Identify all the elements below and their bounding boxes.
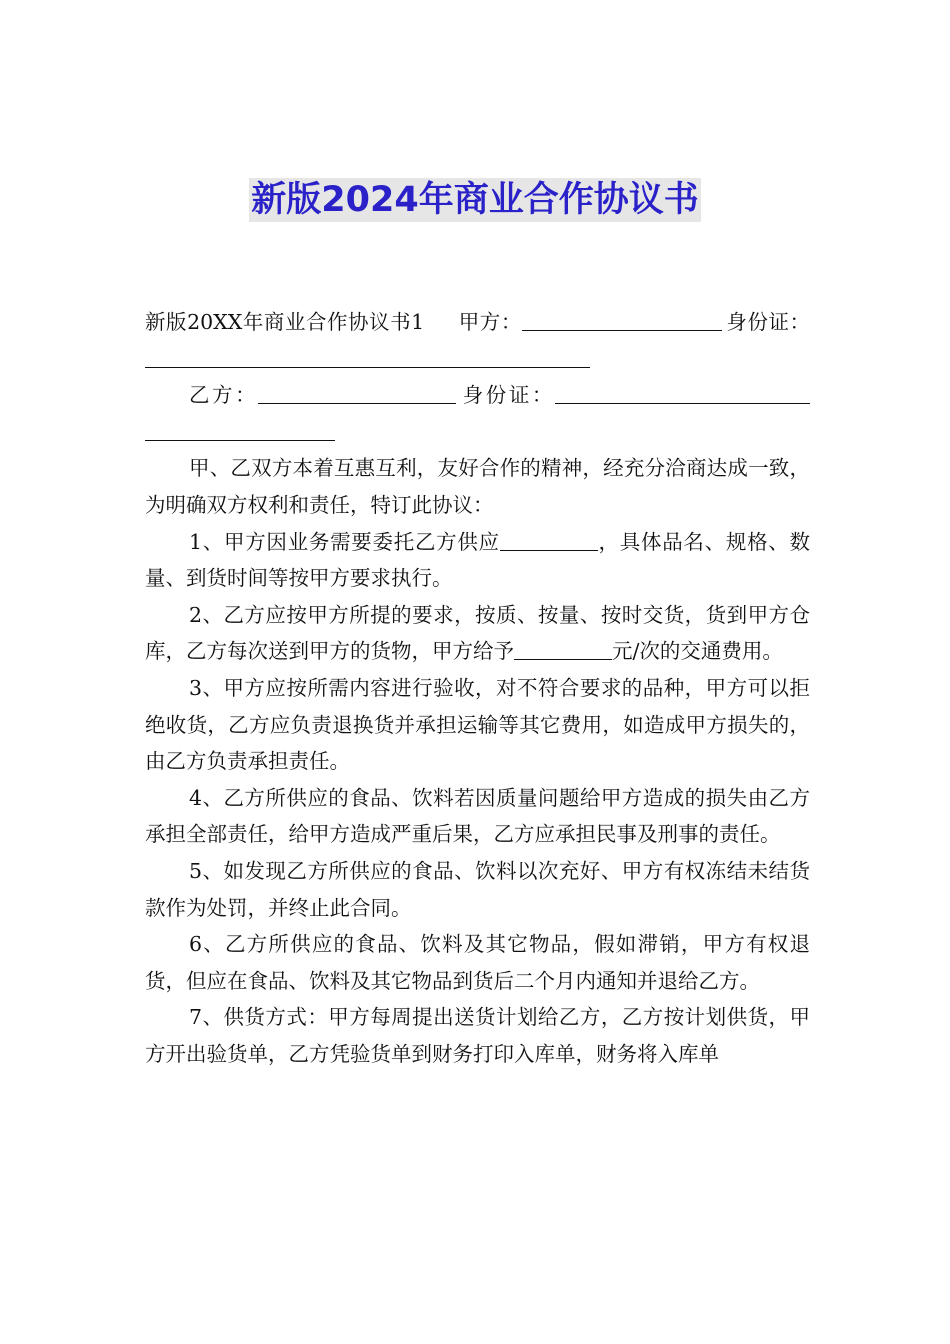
clause-1-text-a: 1、甲方因业务需要委托乙方供应 [189,529,500,554]
intro-paragraph [145,450,810,523]
intro-line-2: 一致，为明确双方权利和责任，特订此协议： [145,456,811,517]
party-b-line [145,377,810,450]
clause-2-blank [514,635,612,660]
document-body [145,304,810,1072]
party-b-id-blank-2 [145,416,335,441]
party-b-id-blank-1 [555,379,810,404]
party-b-label: 乙方： [189,383,259,408]
id-label-part1: 身份 [725,310,769,334]
clause-1 [145,524,810,597]
clause-6: 6、乙方所供应的食品、饮料及其它物品，假如滞销，甲方有权退货，但应在食品、饮料及其它物品到货后二个月内通知并退给乙方。 [145,932,810,993]
clause-1-text-b: ，具体品名、规格、 [597,529,790,554]
clause-1-blank [500,526,598,551]
clause-2-text-a: 2、乙方应按甲方所提的要求，按质、按量、按时交货，货到甲 [189,602,769,627]
intro-line-1: 甲、乙双方本着互惠互利，友好合作的精神，经充分洽商达成 [189,456,749,481]
clause-5: 5、如发现乙方所供应的食品、饮料以次充好、甲方有权冻结未结货款作为处罚，并终止此合同。 [145,858,810,920]
id-label-part2: 证： [768,310,811,334]
clause-4: 4、乙方所供应的食品、饮料若因质量问题给甲方造成的损失由乙方承担全部责任，给甲方造成严重后果，乙方应承担民事及刑事的责任。 [145,785,810,847]
clause-2-text-c: 元/次的交 [612,639,701,664]
header-line [145,304,810,377]
party-b-id-label: 身份证： [460,383,555,408]
party-a-label: 甲方： [458,310,522,334]
clause-3: 3、甲方应按所需内容进行验收，对不符合要求的品种，甲方可以拒绝收货，乙方应负责退换货并承担运输等其它费用，如造成甲方损失的，由乙方负责承担责任。 [145,675,810,774]
clause-2-text-b: 方仓库，乙方每次送到甲方的货物，甲方给予 [145,602,810,664]
party-b-blank [258,379,456,404]
party-a-blank [522,306,722,331]
document-subtitle: 新版20XX年商业合作协议书1 [145,310,425,334]
title-container [0,178,950,222]
document-title: 新版2024年商业合作协议书 [251,180,699,220]
clause-1-text-c: 数量、到货时间等按甲方要求执行。 [145,529,811,591]
clause-2 [145,597,810,670]
party-a-id-blank [145,343,590,368]
clause-7: 7、供货方式：甲方每周提出送货计划给乙方，乙方按计划供货，甲方开出验货单，乙方凭验货单到财务打印入库单，财务将入库单 [145,1005,810,1066]
clause-2-text-d: 通费用。 [700,639,783,664]
